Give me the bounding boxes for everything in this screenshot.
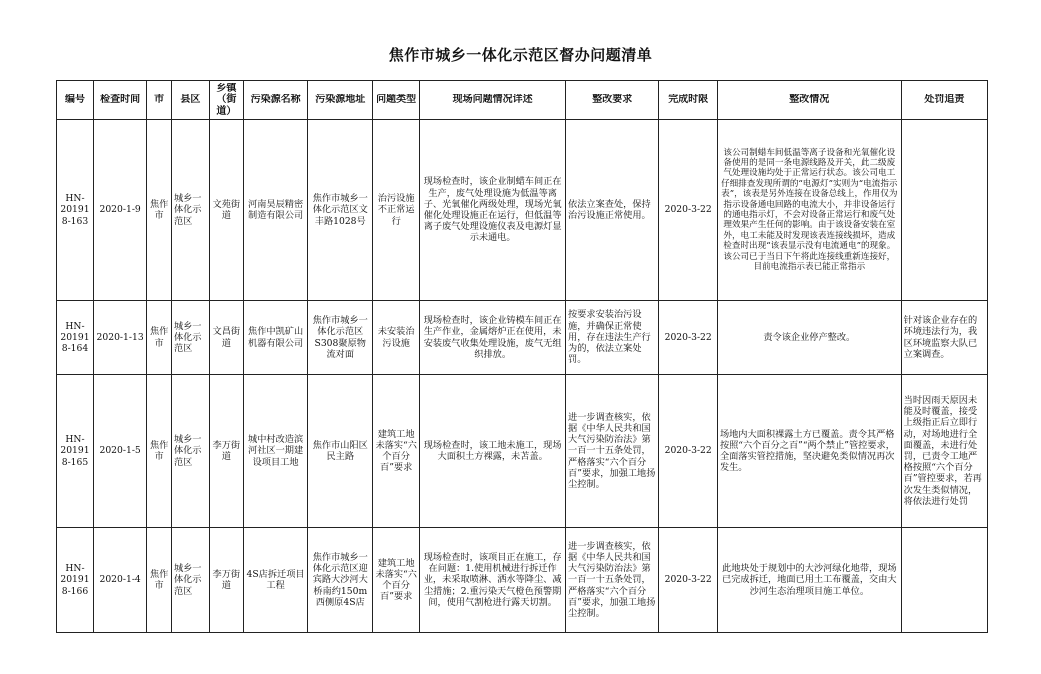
cell-detail: 现场检查时，该项目正在施工，存在问题：1.使用机械进行拆迁作业，未采取喷淋、洒水等降尘、减尘措施；2.重污染天气橙色预警期间，使用气割枪进行露天切割。 (420, 528, 566, 633)
cell-id: HN-201918-163 (57, 120, 94, 301)
cell-deadline: 2020-3-22 (659, 528, 718, 633)
cell-town: 李万街道 (209, 375, 243, 528)
cell-source-name: 焦作中凯矿山机器有限公司 (243, 301, 308, 375)
cell-requirement: 依法立案查处，保持治污设施正常使用。 (566, 120, 659, 301)
cell-date: 2020-1-13 (93, 301, 146, 375)
cell-source-address: 焦作市城乡一体化示范区迎宾路大沙河大桥南约150m西侧原4S店 (308, 528, 373, 633)
cell-source-name: 4S店拆迁项目工程 (243, 528, 308, 633)
cell-date: 2020-1-4 (93, 528, 146, 633)
table-row (57, 528, 988, 633)
cell-deadline: 2020-3-22 (659, 120, 718, 301)
cell-requirement: 按要求安装治污设施，并确保正常使用，存在违法生产行为的，依法立案处罚。 (566, 301, 659, 375)
cell-id: HN-201918-166 (57, 528, 94, 633)
page-title: 焦作市城乡一体化示范区督办问题清单 (388, 46, 653, 64)
table-row (57, 120, 988, 301)
cell-id: HN-201918-165 (57, 375, 94, 528)
header-source-name: 污染源名称 (243, 81, 308, 120)
cell-deadline: 2020-3-22 (659, 375, 718, 528)
cell-status: 场地内大面积裸露土方已覆盖。责令其严格按照“六个百分之百”“两个禁止”管控要求，全面落实管控措施，坚决避免类似情况再次发生。 (717, 375, 901, 528)
cell-source-address: 焦作市城乡一体化示范区S308聚原物流对面 (308, 301, 373, 375)
header-county: 县区 (171, 81, 209, 120)
header-status: 整改情况 (717, 81, 901, 120)
header-id: 编号 (57, 81, 94, 120)
table-row (57, 375, 988, 528)
cell-id: HN-201918-164 (57, 301, 94, 375)
cell-status: 此地块处于规划中的大沙河绿化地带，现场已完成拆迁，地面已用土工布覆盖，交由大沙河生态治理项目施工单位。 (717, 528, 901, 633)
cell-source-address: 焦作市城乡一体化示范区文丰路1028号 (308, 120, 373, 301)
cell-deadline: 2020-3-22 (659, 301, 718, 375)
cell-issue-type: 治污设施不正常运行 (373, 120, 420, 301)
cell-requirement: 进一步调查核实，依据《中华人民共和国大气污染防治法》第一百一十五条处罚，严格落实“六个百分百”要求，加强工地扬尘控制。 (566, 528, 659, 633)
cell-penalty (901, 120, 987, 301)
cell-town: 李万街道 (209, 528, 243, 633)
header-penalty: 处罚追责 (901, 81, 987, 120)
header-source-address: 污染源地址 (308, 81, 373, 120)
cell-status: 该公司制蜡车间低温等离子设备和光氧催化设备使用的是同一条电源线路及开关，此二级废气处理设施均处于正常运行状态。该公司电工仔细排查发现所谓的“电源灯”实则为“电流指示表”，该表是另外连接在设备总线上，作用仅为指示设备通电回路的电流大小，并非设备运行的通电指示灯，不会对设备正常运行和废气处理效果产生任何的影响。由于该设备安装在室外，电工未能及时发现该表连接线损坏，造成检查时出现“该表显示没有电流通电”的现象。该公司已于当日下午将此连接线重新连接好，目前电流指示表已能正常指示 (717, 120, 901, 301)
cell-status: 责令该企业停产整改。 (717, 301, 901, 375)
cell-detail: 现场检查时，该企业制蜡车间正在生产，废气处理设施为低温等离子、光氧催化两级处理，现场光氧催化处理设施正在运行，但低温等离子废气处理设施仪表及电源灯显示未通电。 (420, 120, 566, 301)
cell-county: 城乡一体化示范区 (171, 528, 209, 633)
cell-issue-type: 建筑工地未落实“六个百分百”要求 (373, 375, 420, 528)
cell-issue-type: 未安装治污设施 (373, 301, 420, 375)
cell-requirement: 进一步调查核实，依据《中华人民共和国大气污染防治法》第一百一十五条处罚，严格落实“六个百分百”要求，加强工地扬尘控制。 (566, 375, 659, 528)
header-town: 乡镇（街道） (209, 81, 243, 120)
cell-issue-type: 建筑工地未落实“六个百分百”要求 (373, 528, 420, 633)
cell-penalty (901, 528, 987, 633)
cell-penalty: 当时因雨天原因未能及时覆盖，接受上级指正后立即行动，对场地进行全面覆盖，未进行处罚，已责令工地严格按照“六个百分百”管控要求，若再次发生类似情况，将依法进行处罚 (901, 375, 987, 528)
cell-county: 城乡一体化示范区 (171, 301, 209, 375)
cell-date: 2020-1-5 (93, 375, 146, 528)
cell-county: 城乡一体化示范区 (171, 120, 209, 301)
header-city: 市 (147, 81, 172, 120)
header-requirement: 整改要求 (566, 81, 659, 120)
header-detail: 现场问题情况详述 (420, 81, 566, 120)
cell-source-address: 焦作市山阳区民主路 (308, 375, 373, 528)
header-date: 检查时间 (93, 81, 146, 120)
cell-penalty: 针对该企业存在的环境违法行为，我区环境监察大队已立案调查。 (901, 301, 987, 375)
issue-table (56, 80, 988, 633)
cell-city: 焦作市 (147, 301, 172, 375)
cell-town: 文昌街道 (209, 301, 243, 375)
header-issue-type: 问题类型 (373, 81, 420, 120)
header-deadline: 完成时限 (659, 81, 718, 120)
table-header-row (57, 81, 988, 120)
cell-detail: 现场检查时，该工地未施工，现场大面积土方裸露，未苫盖。 (420, 375, 566, 528)
cell-city: 焦作市 (147, 375, 172, 528)
cell-city: 焦作市 (147, 528, 172, 633)
cell-detail: 现场检查时，该企业铸模车间正在生产作业，金属熔炉正在使用，未安装废气收集处理设施，废气无组织排放。 (420, 301, 566, 375)
cell-source-name: 河南昊辰精密制造有限公司 (243, 120, 308, 301)
table-row (57, 301, 988, 375)
cell-city: 焦作市 (147, 120, 172, 301)
cell-town: 文苑街道 (209, 120, 243, 301)
cell-source-name: 城中村改造滨河社区一期建设项目工地 (243, 375, 308, 528)
cell-county: 城乡一体化示范区 (171, 375, 209, 528)
cell-date: 2020-1-9 (93, 120, 146, 301)
